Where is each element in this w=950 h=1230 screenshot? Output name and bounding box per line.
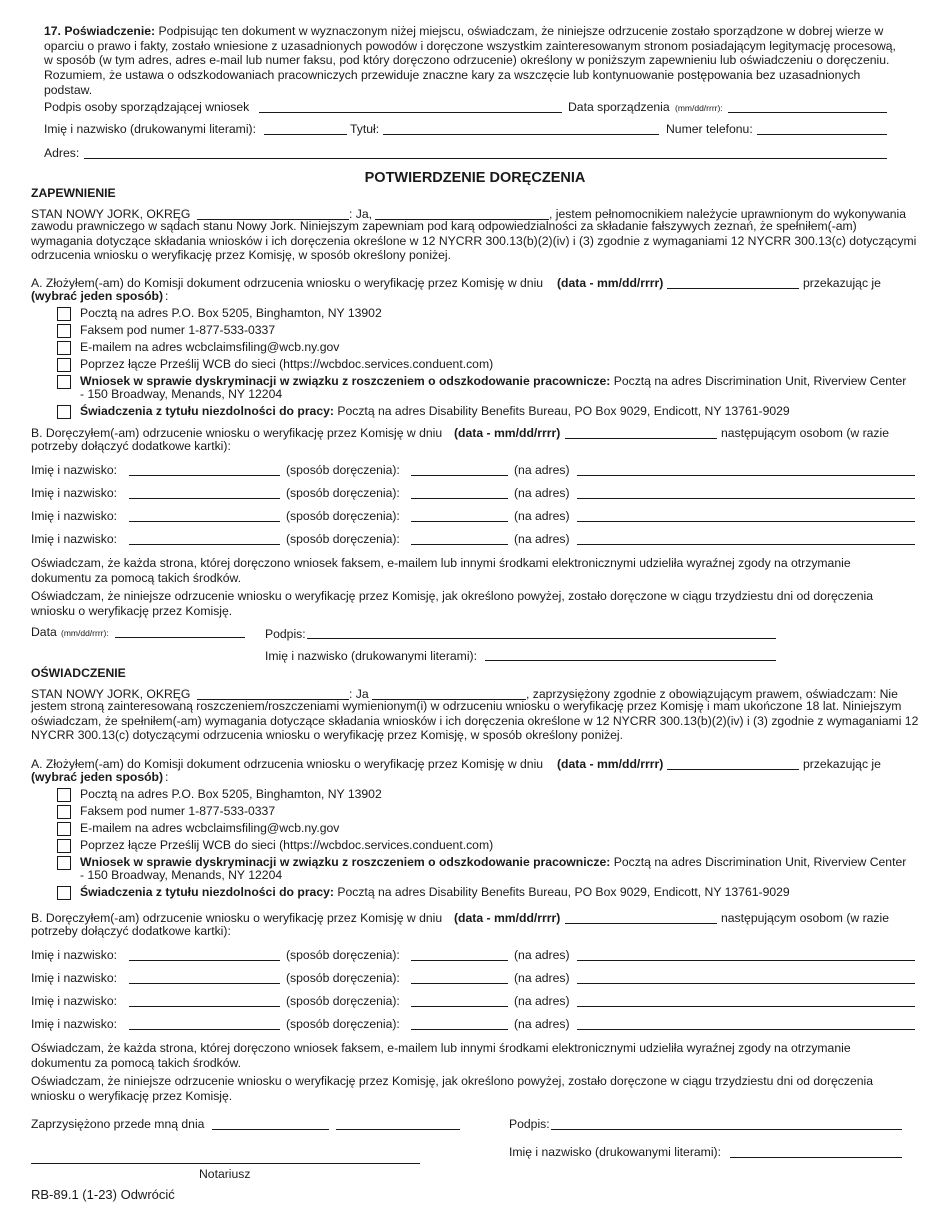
part-b-after: następującym osobom (w razie — [721, 426, 889, 440]
prepared-date-line[interactable] — [728, 112, 887, 113]
part-b-date-hint: (data - mm/dd/rrrr) — [454, 911, 561, 925]
served-address-line[interactable] — [577, 498, 915, 499]
served-name-label: Imię i nazwisko: — [31, 994, 118, 1008]
served-method-line[interactable] — [411, 1029, 508, 1030]
sworn-date-line-2[interactable] — [336, 1129, 460, 1130]
part-b-text: B. Doręczyłem(-am) odrzucenie wniosku o weryfikację przez Komisję w dniu — [31, 426, 443, 440]
served-method-label: (sposób doręczenia): — [286, 509, 400, 523]
served-address-label: (na adres) — [514, 486, 570, 500]
served-method-line[interactable] — [411, 1006, 508, 1007]
served-method-line[interactable] — [411, 544, 508, 545]
option-label — [80, 787, 382, 802]
prepared-date-label: Data sporządzenia — [568, 100, 670, 114]
option-text: Pocztą na adres Disability Benefits Bureau, PO Box 9029, Endicott, NY 13761-9029 — [333, 404, 790, 418]
served-address-label: (na adres) — [514, 971, 570, 985]
preparer-signature-label: Podpis osoby sporządzającej wniosek — [44, 100, 250, 114]
consent-statement: Oświadczam, że każda strona, której doręczono wniosek faksem, e-mailem lub innymi środkami elektronicznymi udzieliła wyraźnej zgody na otrzymanie dokumentu za pomocą takich środków. — [31, 556, 851, 585]
preparer-title-line[interactable] — [383, 134, 659, 135]
sworn-date-line-1[interactable] — [212, 1129, 329, 1130]
option-label — [80, 404, 790, 419]
part-b-after: następującym osobom (w razie — [721, 911, 889, 925]
preparer-name-label: Imię i nazwisko (drukowanymi literami): — [44, 122, 256, 136]
served-name-line[interactable] — [129, 983, 280, 984]
served-address-label: (na adres) — [514, 463, 570, 477]
section-heading: ZAPEWNIENIE — [31, 186, 116, 200]
served-method-label: (sposób doręczenia): — [286, 971, 400, 985]
part-b-date-hint: (data - mm/dd/rrrr) — [454, 426, 561, 440]
option-text: Pocztą na adres Disability Benefits Bureau, PO Box 9029, Endicott, NY 13761-9029 — [333, 885, 790, 899]
notary-line[interactable] — [31, 1163, 420, 1164]
intro-body: zawodu prawniczego w sądach stanu Nowy Jork. Niniejszym zapewniam pod karą odpowiedzialności za składanie fałszywych zeznań, że spełniłem(-am) wymagania dotyczące składania wniosków i ich doręczenia określone w 12 NYCRR 300.13(b)(2)(iv) i (3) zgodnie z wymaganiami 12 NYCRR 300.13(c) dotyczącymi odrzucenia wniosku o weryfikację przez Komisję, w sposób określony poniżej. — [31, 219, 917, 263]
part-a-date-line[interactable] — [667, 288, 799, 289]
sign1-date-format: (mm/dd/rrrr): — [61, 628, 109, 638]
option-checkbox[interactable] — [57, 405, 71, 419]
option-label — [80, 323, 275, 338]
prepared-date-format: (mm/dd/rrrr): — [675, 103, 723, 113]
option-bold: Świadczenia z tytułu niezdolności do pracy: — [80, 885, 334, 899]
option-text: Faksem pod numer 1-877-533-0337 — [80, 804, 276, 818]
option-checkbox[interactable] — [57, 307, 71, 321]
statement-heading: 17. Poświadczenie: — [44, 24, 156, 38]
option-label — [80, 340, 339, 355]
served-name-label: Imię i nazwisko: — [31, 486, 118, 500]
option-checkbox[interactable] — [57, 886, 71, 900]
served-name-label: Imię i nazwisko: — [31, 948, 118, 962]
option-text: Pocztą na adres Discrimination Unit, Riverview Center — [610, 855, 907, 869]
option-checkbox[interactable] — [57, 839, 71, 853]
served-address-label: (na adres) — [514, 994, 570, 1008]
option-checkbox[interactable] — [57, 324, 71, 338]
served-method-label: (sposób doręczenia): — [286, 1017, 400, 1031]
part-a-colon: : — [165, 289, 169, 303]
served-method-label: (sposób doręczenia): — [286, 948, 400, 962]
served-method-line[interactable] — [411, 475, 508, 476]
served-method-line[interactable] — [411, 960, 508, 961]
part-a-date-hint: (data - mm/dd/rrrr) — [557, 757, 664, 771]
served-method-line[interactable] — [411, 521, 508, 522]
part-a-text: A. Złożyłem(-am) do Komisji dokument odrzucenia wniosku o weryfikację przez Komisję w dniu — [31, 276, 544, 290]
part-a-colon: : — [165, 770, 169, 784]
option-bold: Świadczenia z tytułu niezdolności do pracy: — [80, 404, 334, 418]
statement-body: Podpisując ten dokument w wyznaczonym niżej miejscu, oświadczam, że niniejsze odrzucenie zostało sporządzone w dobrej wierze w oparciu o prawo i fakty, zostało wniesione z uzasadnionych powodów i doręczone wszystkim zainteresowanym stronom posiadającym legitymację procesową, w sposób (w tym adres, adres e-mail lub numer faksu, pod który doręczono odrzucenie) określony w poniższym zapewnieniu lub oświadczeniu o doręczeniu. Rozumiem, że ustawa o odszkodowaniach pracowniczych przewiduje znaczne kary za wszczęcie lub kontynuowanie postępowania bez uzasadnionych podstaw. — [44, 24, 896, 97]
option-text: E-mailem na adres wcbclaimsfiling@wcb.ny.gov — [80, 821, 340, 835]
served-name-label: Imię i nazwisko: — [31, 463, 118, 477]
option-label — [80, 357, 493, 372]
sworn-date-label: Zaprzysiężono przede mną dnia — [31, 1117, 205, 1131]
part-b-date-line[interactable] — [565, 923, 717, 924]
option-text: Poprzez łącze Prześlij WCB do sieci (https://wcbdoc.services.conduent.com) — [80, 357, 494, 371]
option-checkbox[interactable] — [57, 375, 71, 389]
served-statement: Oświadczam, że niniejsze odrzucenie wniosku o weryfikację przez Komisję, jak określono powyżej, zostało doręczone w ciągu trzydziestu dni od doręczenia wniosku o weryfikację przez Komisję. — [31, 1074, 874, 1103]
option-label — [80, 885, 790, 900]
intro-state-county: STAN NOWY JORK, OKRĘG — [31, 207, 191, 221]
served-name-line[interactable] — [129, 544, 280, 545]
section-heading: OŚWIADCZENIE — [31, 666, 126, 680]
preparer-phone-line[interactable] — [757, 134, 887, 135]
preparer-signature-line[interactable] — [259, 112, 562, 113]
served-address-line[interactable] — [577, 521, 915, 522]
option-text-line2: - 150 Broadway, Menands, NY 12204 — [80, 387, 283, 401]
option-text: Pocztą na adres P.O. Box 5205, Binghamton, NY 13902 — [80, 787, 382, 801]
option-bold: Wniosek w sprawie dyskryminacji w związku z roszczeniem o odszkodowanie pracownicze: — [80, 374, 611, 388]
part-b-date-line[interactable] — [565, 438, 717, 439]
page-title: POTWIERDZENIE DORĘCZENIA — [364, 170, 586, 186]
option-text: E-mailem na adres wcbclaimsfiling@wcb.ny.gov — [80, 340, 340, 354]
part-a-choose: (wybrać jeden sposób) — [31, 770, 164, 784]
option-text: Pocztą na adres Discrimination Unit, Riverview Center — [610, 374, 907, 388]
served-address-line[interactable] — [577, 475, 915, 476]
served-method-label: (sposób doręczenia): — [286, 532, 400, 546]
option-label — [80, 821, 339, 836]
sign2-name-line[interactable] — [730, 1157, 902, 1158]
part-a-date-hint: (data - mm/dd/rrrr) — [557, 276, 664, 290]
option-checkbox[interactable] — [57, 822, 71, 836]
served-address-label: (na adres) — [514, 509, 570, 523]
part-a-after: przekazując je — [803, 757, 881, 771]
option-checkbox[interactable] — [57, 341, 71, 355]
sign2-signature-line[interactable] — [551, 1129, 902, 1130]
served-statement: Oświadczam, że niniejsze odrzucenie wniosku o weryfikację przez Komisję, jak określono powyżej, zostało doręczone w ciągu trzydziestu dni od doręczenia wniosku o weryfikację przez Komisję. — [31, 589, 874, 618]
served-address-label: (na adres) — [514, 1017, 570, 1031]
part-b-text: B. Doręczyłem(-am) odrzucenie wniosku o weryfikację przez Komisję w dniu — [31, 911, 443, 925]
served-name-label: Imię i nazwisko: — [31, 532, 118, 546]
intro-continue: , zaprzysiężony zgodnie z obowiązującym prawem, oświadczam: Nie — [526, 687, 898, 701]
option-checkbox[interactable] — [57, 358, 71, 372]
served-name-line[interactable] — [129, 1006, 280, 1007]
served-method-label: (sposób doręczenia): — [286, 486, 400, 500]
sign1-date-line[interactable] — [115, 637, 245, 638]
option-label — [80, 804, 275, 819]
option-label — [80, 838, 493, 853]
consent-statement: Oświadczam, że każda strona, której doręczono wniosek faksem, e-mailem lub innymi środkami elektronicznymi udzieliła wyraźnej zgody na otrzymanie dokumentu za pomocą takich środków. — [31, 1041, 851, 1070]
preparer-name-line[interactable] — [264, 134, 347, 135]
served-method-line[interactable] — [411, 498, 508, 499]
preparer-address-line[interactable] — [84, 158, 887, 159]
preparer-address-label: Adres: — [44, 146, 80, 160]
intro-i: : Ja — [349, 687, 369, 701]
option-text: Pocztą na adres P.O. Box 5205, Binghamton, NY 13902 — [80, 306, 382, 320]
served-method-line[interactable] — [411, 983, 508, 984]
intro-state-county: STAN NOWY JORK, OKRĘG — [31, 687, 191, 701]
sign1-date-label: Data — [31, 625, 57, 639]
served-name-label: Imię i nazwisko: — [31, 1017, 118, 1031]
option-text: Poprzez łącze Prześlij WCB do sieci (https://wcbdoc.services.conduent.com) — [80, 838, 494, 852]
served-address-label: (na adres) — [514, 948, 570, 962]
served-name-line[interactable] — [129, 521, 280, 522]
part-b-line2: potrzeby dołączyć dodatkowe kartki): — [31, 924, 231, 938]
option-label — [80, 306, 382, 321]
served-name-label: Imię i nazwisko: — [31, 971, 118, 985]
preparer-phone-label: Numer telefonu: — [666, 122, 753, 136]
preparer-title-label: Tytuł: — [350, 122, 380, 136]
sign1-name-label: Imię i nazwisko (drukowanymi literami): — [265, 649, 477, 663]
option-bold: Wniosek w sprawie dyskryminacji w związku z roszczeniem o odszkodowanie pracownicze: — [80, 855, 611, 869]
option-checkbox[interactable] — [57, 788, 71, 802]
part-a-choose: (wybrać jeden sposób) — [31, 289, 164, 303]
intro-continue: , jestem pełnomocnikiem należycie uprawnionym do wykonywania — [549, 207, 906, 221]
served-address-line[interactable] — [577, 544, 915, 545]
option-text: Faksem pod numer 1-877-533-0337 — [80, 323, 276, 337]
form-footer: RB-89.1 (1-23) Odwrócić — [31, 1187, 175, 1202]
intro-i: : Ja, — [349, 207, 373, 221]
notary-label: Notariusz — [199, 1167, 251, 1181]
part-a-text: A. Złożyłem(-am) do Komisji dokument odrzucenia wniosku o weryfikację przez Komisję w dniu — [31, 757, 544, 771]
served-name-label: Imię i nazwisko: — [31, 509, 118, 523]
option-checkbox[interactable] — [57, 856, 71, 870]
sign1-name-line[interactable] — [485, 660, 776, 661]
served-address-line[interactable] — [577, 1029, 915, 1030]
served-address-label: (na adres) — [514, 532, 570, 546]
option-text-line2: - 150 Broadway, Menands, NY 12204 — [80, 868, 283, 882]
served-address-line[interactable] — [577, 960, 915, 961]
served-address-line[interactable] — [577, 1006, 915, 1007]
part-b-line2: potrzeby dołączyć dodatkowe kartki): — [31, 439, 231, 453]
part-a-after: przekazując je — [803, 276, 881, 290]
served-method-label: (sposób doręczenia): — [286, 994, 400, 1008]
served-name-line[interactable] — [129, 1029, 280, 1030]
served-name-line[interactable] — [129, 960, 280, 961]
part-a-date-line[interactable] — [667, 769, 799, 770]
served-method-label: (sposób doręczenia): — [286, 463, 400, 477]
sign2-signature-label: Podpis: — [509, 1117, 550, 1131]
statement-text — [44, 24, 900, 97]
served-name-line[interactable] — [129, 475, 280, 476]
option-checkbox[interactable] — [57, 805, 71, 819]
served-name-line[interactable] — [129, 498, 280, 499]
sign1-signature-label: Podpis: — [265, 627, 306, 641]
served-address-line[interactable] — [577, 983, 915, 984]
sign1-signature-line[interactable] — [307, 638, 776, 639]
intro-body: jestem stroną zainteresowaną roszczeniem/roszczeniami wymienionym(i) w odrzuceniu wniosku o weryfikację przez Komisję i mam ukończone 18 lat. Niniejszym oświadczam, że spełniłem(-am) wymagania dotyczące składania wniosków i ich doręczenia określone w 12 NYCRR 300.13(b)(2)(iv) i (3) zgodnie z wymaganiami 12 NYCRR 300.13(c) dotyczącymi odrzucenia wniosku o weryfikację przez Komisję, w sposób określony poniżej. — [31, 699, 919, 743]
sign2-name-label: Imię i nazwisko (drukowanymi literami): — [509, 1145, 721, 1159]
